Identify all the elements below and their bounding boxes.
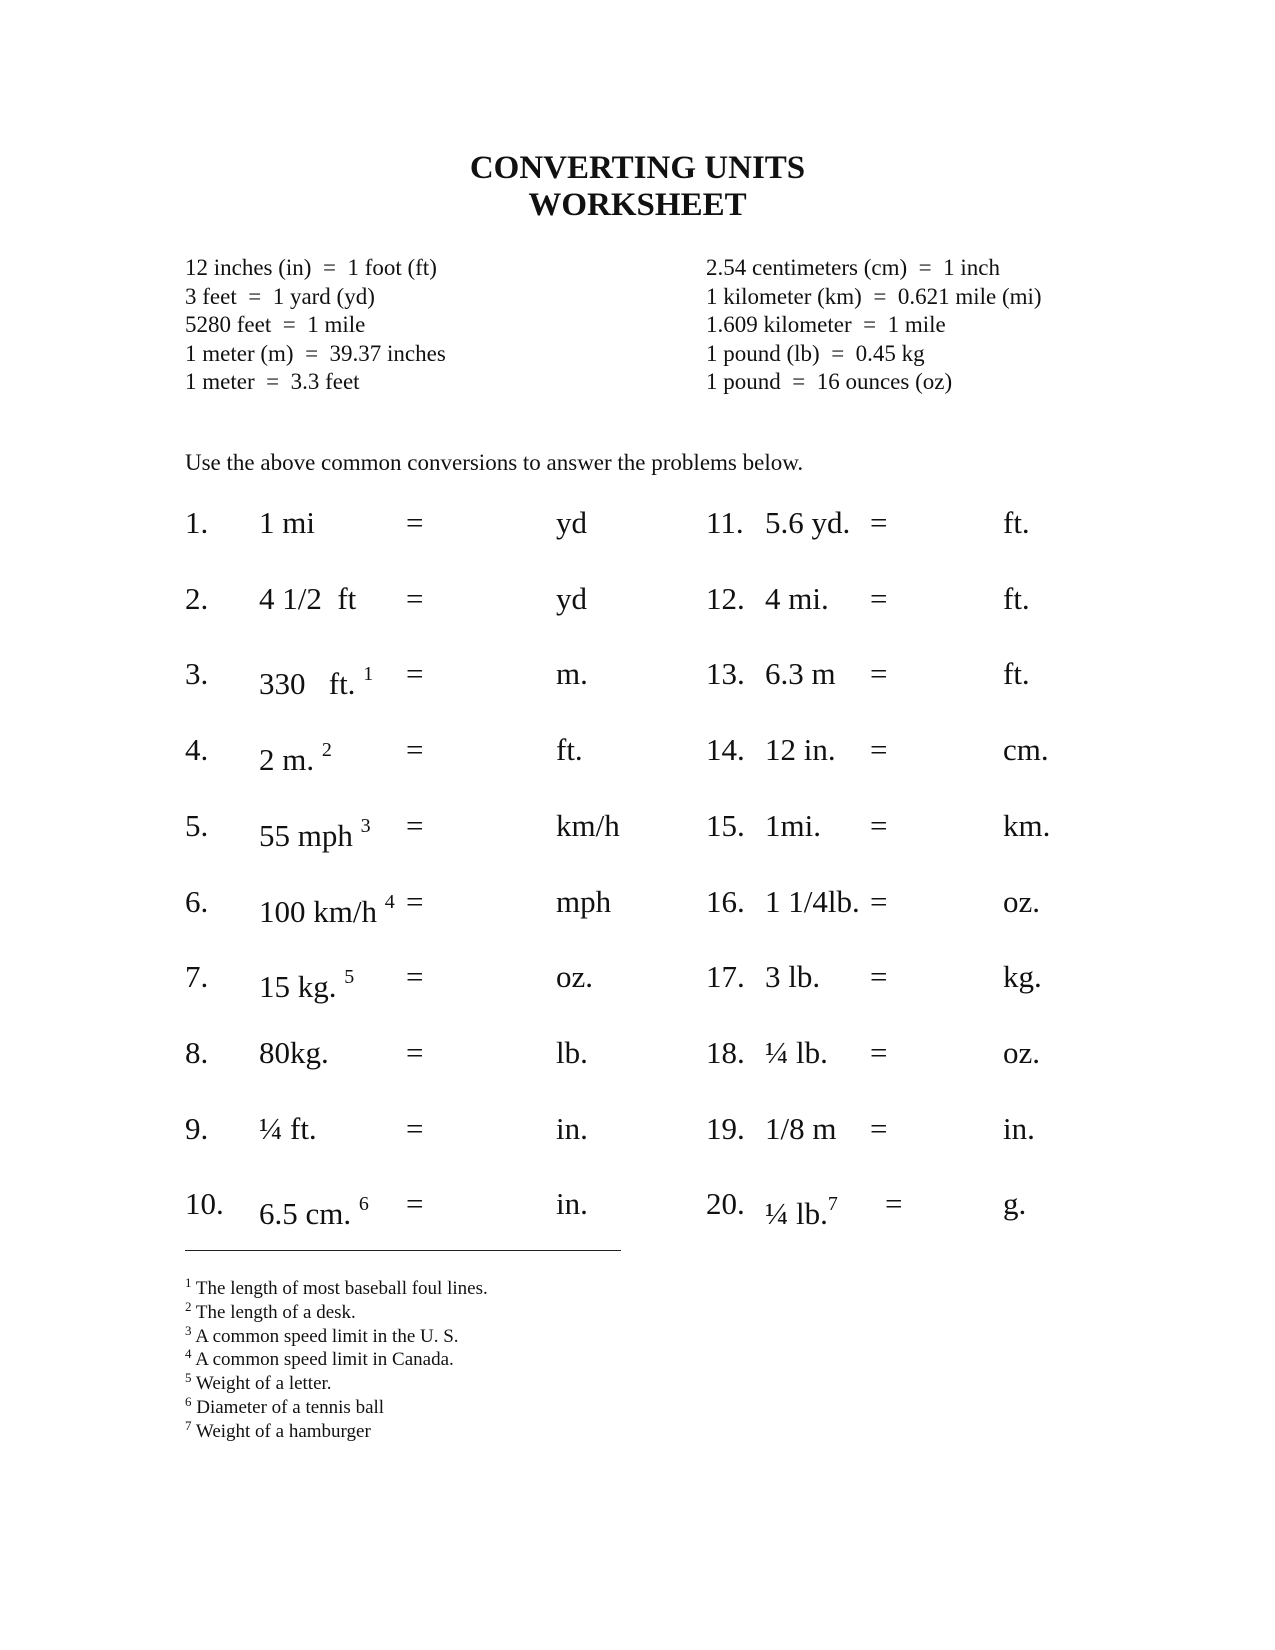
problem-quantity: 100 km/h $^4$	[259, 890, 395, 929]
conversion-right-1: 2.54 centimeters (cm) = 1 inch	[706, 255, 1000, 280]
problem-quantity: ¼ lb.$^7$	[765, 1193, 838, 1232]
title-line-1: CONVERTING UNITS	[469, 150, 806, 186]
footnote-text: A common speed limit in the U. S.	[191, 1325, 459, 1347]
target-unit: km.	[1003, 807, 1051, 843]
target-unit: ft.	[1003, 580, 1030, 616]
footnote-text: Diameter of a tennis ball	[191, 1397, 385, 1418]
target-unit: g.	[1003, 1186, 1027, 1222]
problem-quantity: 55 mph $^3$	[259, 814, 371, 853]
conversion-left-4: 1 meter (m) = 39.37 inches	[185, 340, 446, 366]
problem-quantity: 5.6 yd.	[765, 505, 851, 540]
footnote-mark: 7	[185, 1417, 192, 1433]
problem-quantity: 1 1/4lb.	[765, 883, 860, 919]
equals-sign: =	[870, 732, 888, 768]
footnote-ref: 5	[344, 966, 355, 989]
problem-quantity: 4 1/2 ft	[259, 580, 357, 616]
footnote-mark: 5	[185, 1370, 192, 1386]
problem-quantity: 1/8 m	[765, 1110, 837, 1146]
equals-sign: =	[406, 1034, 424, 1070]
target-unit: kg.	[1003, 959, 1042, 995]
problem-quantity: 12 in.	[765, 732, 836, 768]
problem-number: 12.	[706, 580, 745, 616]
footnote-text: Weight of a letter.	[191, 1373, 332, 1395]
problem-quantity: 1mi.	[765, 807, 821, 843]
problem-number: 6.	[185, 883, 209, 919]
problem-quantity: ¼ lb.	[765, 1034, 828, 1070]
problem-number: 16.	[706, 883, 745, 919]
problem-number: 10.	[185, 1186, 224, 1222]
target-unit: cm.	[1003, 732, 1049, 768]
equals-sign: =	[870, 656, 888, 692]
equals-sign: =	[870, 1034, 888, 1070]
equals-sign: =	[870, 1110, 888, 1146]
problem-number: 18.	[706, 1034, 745, 1070]
conversion-right-5: 1 pound = 16 ounces (oz)	[706, 369, 953, 394]
equals-sign: =	[406, 732, 424, 768]
equals-sign: =	[870, 580, 888, 616]
problem-number: 15.	[706, 807, 745, 843]
target-unit: ft.	[1003, 656, 1030, 692]
equals-sign: =	[406, 656, 424, 692]
problem-quantity: 80kg.	[259, 1034, 329, 1070]
target-unit: oz.	[1003, 883, 1041, 919]
problem-number: 20.	[706, 1186, 745, 1222]
instructions: Use the above common conversions to answer the problems below.	[185, 450, 804, 475]
equals-sign: =	[406, 883, 424, 919]
conversion-right-4: 1 pound (lb) = 0.45 kg	[706, 340, 925, 366]
problem-number: 9.	[185, 1110, 209, 1146]
problem-quantity: 6.3 m	[765, 656, 836, 692]
problem-number: 14.	[706, 732, 745, 768]
footnote-ref: 6	[358, 1193, 369, 1216]
target-unit: in.	[556, 1110, 588, 1146]
equals-sign: =	[406, 807, 424, 843]
footnote-mark: 6	[185, 1394, 192, 1409]
footnote-text: The length of most baseball foul lines.	[191, 1278, 488, 1299]
title-line-2: WORKSHEET	[528, 187, 747, 223]
footnote-7	[185, 1414, 371, 1444]
target-unit: oz.	[1003, 1034, 1041, 1070]
target-unit: ft.	[556, 732, 583, 768]
footnote-mark: 3	[185, 1322, 192, 1338]
footnote-text: Weight of a hamburger	[191, 1420, 371, 1442]
equals-sign: =	[406, 1110, 424, 1146]
footnote-ref: 3	[360, 814, 371, 837]
problem-number: 2.	[185, 580, 209, 616]
equals-sign: =	[406, 959, 424, 995]
problem-number: 3.	[185, 656, 209, 692]
conversion-right-2: 1 kilometer (km) = 0.621 mile (mi)	[706, 283, 1042, 309]
conversion-left-3: 5280 feet = 1 mile	[185, 312, 366, 337]
footnote-text: The length of a desk.	[191, 1301, 356, 1323]
footnote-ref: 1	[363, 663, 374, 686]
footnote-ref: 4	[384, 890, 395, 913]
equals-sign: =	[870, 807, 888, 843]
equals-sign: =	[406, 1186, 424, 1222]
target-unit: m.	[556, 656, 588, 692]
target-unit: mph	[556, 883, 612, 919]
problem-number: 11.	[706, 505, 744, 540]
target-unit: yd	[556, 580, 587, 616]
footnote-divider	[185, 1250, 621, 1251]
footnote-ref: 2	[321, 739, 332, 762]
problem-number: 1.	[185, 505, 209, 540]
problem-quantity: 1 mi	[259, 505, 315, 540]
target-unit: in.	[1003, 1110, 1035, 1146]
conversion-left-2: 3 feet = 1 yard (yd)	[185, 283, 375, 309]
footnote-mark: 4	[185, 1346, 192, 1362]
equals-sign: =	[406, 505, 424, 540]
problem-quantity: 2 m. $^2$	[259, 739, 332, 778]
problem-number: 4.	[185, 732, 209, 768]
equals-sign: =	[870, 883, 888, 919]
equals-sign: =	[870, 959, 888, 995]
problem-number: 19.	[706, 1110, 745, 1146]
target-unit: in.	[556, 1186, 588, 1222]
problem-number: 8.	[185, 1034, 209, 1070]
problem-number: 7.	[185, 959, 209, 995]
target-unit: lb.	[556, 1034, 588, 1070]
equals-sign: =	[885, 1186, 903, 1222]
problem-number: 5.	[185, 807, 209, 843]
footnote-text: A common speed limit in Canada.	[191, 1349, 454, 1371]
problem-quantity: 15 kg. $^5$	[259, 966, 355, 1005]
target-unit: km/h	[556, 807, 620, 843]
problem-quantity: ¼ ft.	[259, 1110, 317, 1146]
problem-quantity: 3 lb.	[765, 959, 821, 995]
footnote-ref: 7	[827, 1193, 838, 1216]
problem-number: 13.	[706, 656, 745, 692]
target-unit: yd	[556, 505, 587, 540]
equals-sign: =	[870, 505, 888, 540]
conversion-right-3: 1.609 kilometer = 1 mile	[706, 312, 946, 337]
problem-number: 17.	[706, 959, 745, 995]
target-unit: ft.	[1003, 505, 1030, 540]
conversion-left-5: 1 meter = 3.3 feet	[185, 369, 360, 394]
problem-quantity: 4 mi.	[765, 580, 829, 616]
problem-quantity: 6.5 cm. $^6$	[259, 1193, 369, 1232]
equals-sign: =	[406, 580, 424, 616]
conversion-left-1: 12 inches (in) = 1 foot (ft)	[185, 255, 437, 280]
problem-quantity: 330 ft. $^1$	[259, 663, 374, 702]
target-unit: oz.	[556, 959, 594, 995]
footnote-mark: 2	[185, 1298, 192, 1314]
footnote-mark: 1	[185, 1275, 192, 1290]
